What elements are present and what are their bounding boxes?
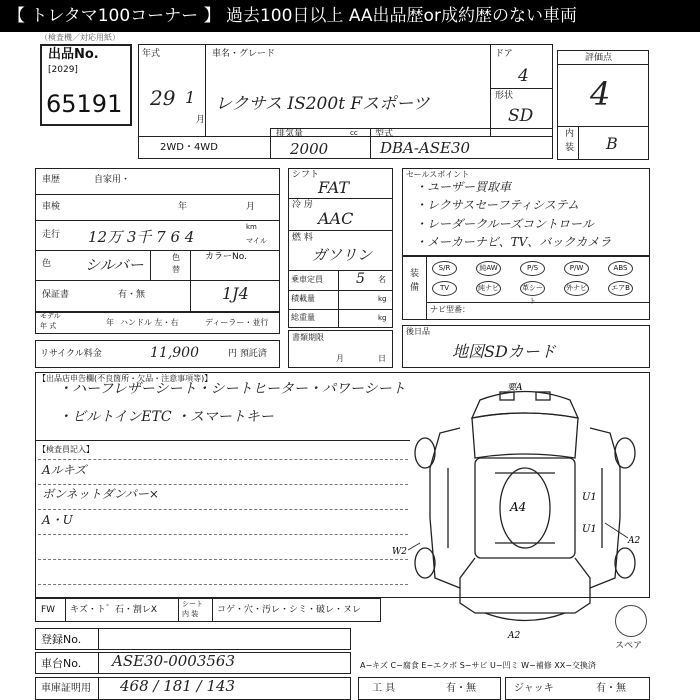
dealer-options: ディーラー・並行 [205, 318, 269, 327]
sales-item-3: ・レーダークルーズコントロール [415, 217, 594, 231]
shift-value: FAT [318, 178, 350, 197]
km-unit: km [246, 223, 257, 231]
ac-label: 冷 房 [292, 200, 313, 210]
door-value: 4 [518, 66, 529, 86]
disp-value: 2000 [290, 140, 329, 158]
term-month: 月 [336, 354, 344, 363]
mileage-label: 走行 [42, 230, 61, 240]
jack-options: 有・無 [596, 683, 626, 694]
weight-label: 総重量 [291, 313, 315, 322]
drive-type: 2WD・4WD [160, 142, 218, 153]
after-value: 地図SDカード [452, 342, 556, 361]
equipment-item: S/R [432, 261, 457, 276]
diagram-top-label: 要A [507, 383, 523, 393]
car-name: レクサス IS200t Fスポーツ [215, 94, 430, 114]
shape-label: 形状 [495, 91, 514, 101]
capacity-unit: 名 [378, 275, 386, 284]
capacity-value: 5 [356, 271, 365, 287]
garage-cert-label: 車庫証明用 [41, 683, 91, 694]
score-value: 4 [590, 75, 611, 113]
seat-options: コゲ・穴・汚レ・シミ・破レ・ヌレ [217, 605, 362, 615]
month-value: 1 [185, 88, 196, 107]
recycle-label: リサイクル料金 [40, 349, 102, 359]
recycle-value: 11,900 [150, 345, 199, 361]
year-label: 年式 [142, 49, 161, 59]
model-year-unit: 年 [106, 318, 114, 327]
sales-item-1: ・ユーザー買取車 [415, 180, 512, 194]
color-no-value: 1J4 [222, 284, 249, 303]
diagram-u1-upper: U1 [582, 492, 597, 503]
fw-label: FW [41, 605, 56, 615]
equipment-item: 純AW [476, 261, 501, 276]
shaken-month-unit: 月 [246, 202, 256, 212]
diagram-a2-right: A2 [628, 536, 641, 546]
ac-value: AAC [318, 209, 354, 228]
equipment-item: 外ナビ [564, 281, 589, 296]
interior-label-1: 内 [565, 129, 575, 139]
shaken-label: 車検 [42, 202, 61, 212]
weight-unit: kg [378, 314, 387, 322]
equipment-label-2: 備 [410, 283, 420, 293]
score-label: 評価点 [585, 53, 613, 63]
load-unit: kg [378, 295, 387, 303]
lot-label: 出品No. [48, 47, 99, 62]
inspector-line-1: Aルキズ [42, 463, 87, 477]
model-year-label-1: モデル [40, 312, 61, 320]
color-label: 色 [42, 259, 52, 269]
fw-options: キズ・ト゛石・割レX [70, 605, 157, 615]
lot-number: 65191 [46, 90, 123, 118]
model-year-label-2: 年 式 [40, 322, 57, 330]
equipment-item: P/S [520, 261, 545, 276]
warranty-options: 有・無 [118, 290, 146, 300]
equipment-item: エアB [608, 281, 633, 296]
recycle-unit: 円 預託済 [228, 349, 267, 359]
handle-options: ハンドル 左・右 [120, 318, 179, 327]
notes-line-2: ・ビルトインETC ・スマートキー [58, 409, 274, 425]
shift-label: シフト [292, 170, 320, 180]
navi-label: ナビ型番： [430, 305, 470, 314]
equipment-item: P/W [564, 261, 589, 276]
garage-cert-value: 468 / 181 / 143 [120, 677, 236, 695]
interior-label-2: 装 [565, 143, 575, 153]
jack-label: ジャッキ [514, 683, 554, 694]
tool-label: 工 具 [372, 683, 396, 694]
color-change-2: 替 [172, 265, 180, 274]
notes-label: 【出品店申告欄(不良箇所・欠品・注意事項等)】 [38, 374, 213, 383]
fuel-label: 燃 料 [292, 233, 313, 243]
tool-options: 有・無 [446, 683, 476, 694]
capacity-label: 乗車定員 [291, 275, 323, 284]
inspector-label: 【検査員記入】 [38, 445, 94, 454]
inspector-line-2: ボンネットダンパー× [42, 487, 159, 501]
term-label: 書類期限 [292, 333, 324, 342]
damage-legend: A−キズ C−腐食 E−エクボ S−サビ U−凹ミ W−補修 XX−交換済 [360, 661, 596, 670]
equipment-item: TV [432, 281, 457, 296]
color-change-1: 色 [172, 253, 180, 262]
warranty-label: 保証書 [42, 290, 70, 300]
equipment-item: 純ナビ [476, 281, 501, 296]
term-day: 日 [378, 354, 386, 363]
spare-label: スペア [615, 641, 643, 651]
color-no-label: カラーNo. [205, 252, 247, 262]
notes-line-1: ・ハーフレザーシート・シートヒーター・パワーシート [58, 381, 406, 397]
model-value: DBA-ASE30 [380, 139, 471, 157]
registration-label: 登録No. [41, 633, 82, 646]
sales-item-2: ・レクサスセーフティシステム [415, 198, 580, 212]
cc-unit: cc [350, 129, 358, 137]
mileage-value: 12万 3千 7 6 4 [88, 228, 195, 246]
spare-tire-icon [615, 605, 647, 637]
door-label: ドア [495, 49, 513, 59]
equipment-item: ABS [608, 261, 633, 276]
lot-code: [2029] [48, 65, 78, 75]
year-value: 29 [150, 86, 176, 110]
chassis-label: 車台No. [41, 657, 82, 670]
seat-label-2: 内 装 [182, 610, 199, 618]
load-label: 積載量 [291, 294, 315, 303]
name-label: 車名・グレード [212, 49, 276, 59]
shape-value: SD [508, 106, 534, 126]
equipment-label-1: 装 [410, 269, 420, 279]
chassis-value: ASE30-0003563 [112, 652, 236, 670]
interior-value: B [606, 134, 618, 153]
mile-unit: マイル [246, 237, 267, 245]
shaken-year-unit: 年 [178, 202, 188, 212]
fuel-value: ガソリン [312, 246, 373, 264]
banner-title: 【 トレタマ100コーナー 】 過去100日以上 AA出品歴or成約歴のない車両 [0, 0, 700, 32]
inspector-line-3: A・U [42, 513, 73, 527]
disp-label: 排気量 [276, 129, 304, 139]
month-unit: 月 [196, 115, 206, 125]
registration-row [35, 628, 351, 650]
diagram-a2-bottom: A2 [508, 631, 521, 641]
seat-label-1: シート [182, 600, 203, 608]
after-label: 後日品 [406, 327, 430, 336]
history-label: 車歴 [42, 175, 61, 185]
diagram-w2: W2 [392, 547, 407, 557]
top-note: （検査機／対応用紙） [40, 33, 120, 42]
sales-label: セールスポイント [406, 170, 470, 179]
color-value: シルバー [85, 256, 144, 274]
history-options: 自家用・ [94, 175, 131, 185]
model-label: 型式 [375, 129, 394, 139]
car-diagram [392, 378, 650, 668]
diagram-u1-lower: U1 [582, 524, 597, 535]
diagram-a4: A4 [510, 500, 527, 514]
sales-item-4: ・メーカーナビ、TV、バックカメラ [415, 235, 612, 249]
equipment-item: 革シート [520, 281, 545, 296]
